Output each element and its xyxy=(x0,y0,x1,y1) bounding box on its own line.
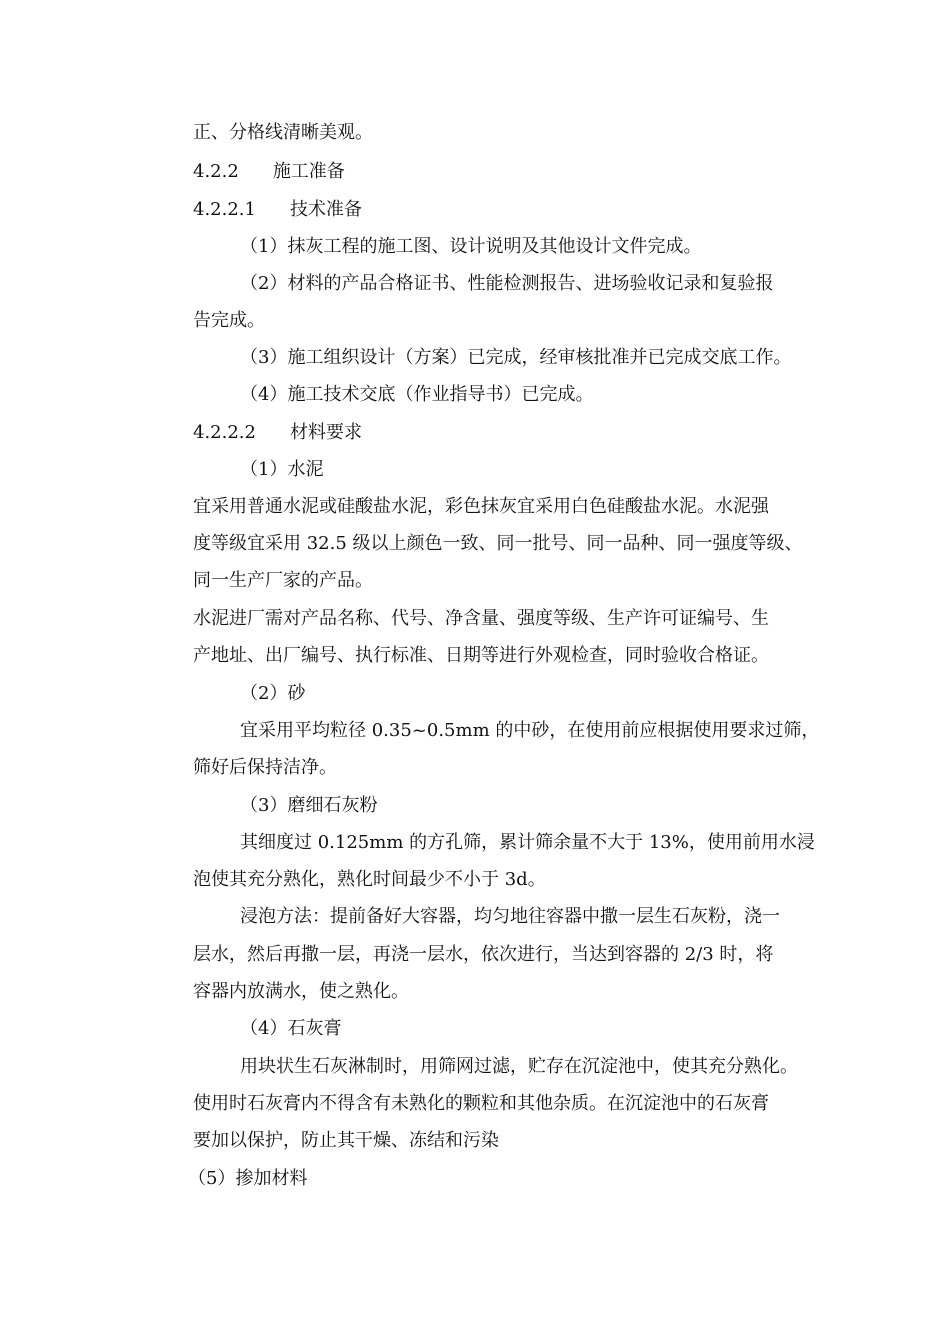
text-line: 使用时石灰膏内不得含有未熟化的颗粒和其他杂质。在沉淀池中的石灰膏 xyxy=(193,1093,769,1114)
text-line: 用块状生石灰淋制时，用筛网过滤，贮存在沉淀池中，使其充分熟化。 xyxy=(240,1056,798,1077)
text-line: 层水，然后再撒一层，再浇一层水，依次进行，当达到容器的 2/3 时，将 xyxy=(193,944,774,965)
subsection-heading xyxy=(193,198,362,222)
list-item-heading: （2）砂 xyxy=(240,683,306,704)
text-line: 宜采用普通水泥或硅酸盐水泥，彩色抹灰宜采用白色硅酸盐水泥。水泥强 xyxy=(193,496,769,517)
text-line: 正、分格线清晰美观。 xyxy=(193,122,373,143)
text-line: 水泥进厂需对产品名称、代号、净含量、强度等级、生产许可证编号、生 xyxy=(193,608,769,629)
subsection-number: 4.2.2.1 xyxy=(193,199,256,220)
text-line: 筛好后保持洁净。 xyxy=(193,757,337,778)
subsection-heading xyxy=(193,421,362,445)
text-line: 度等级宜采用 32.5 级以上颜色一致、同一批号、同一品种、同一强度等级、 xyxy=(193,533,803,554)
subsection-title: 材料要求 xyxy=(289,422,362,443)
subsection-number: 4.2.2.2 xyxy=(193,422,256,443)
text-line: 容器内放满水，使之熟化。 xyxy=(193,981,409,1002)
text-line: 同一生产厂家的产品。 xyxy=(193,570,373,591)
text-line: 泡使其充分熟化，熟化时间最少不小于 3d。 xyxy=(193,869,546,890)
text-line: 宜采用平均粒径 0.35~0.5mm 的中砂，在使用前应根据使用要求过筛， xyxy=(240,720,820,741)
section-number: 4.2.2 xyxy=(193,161,239,182)
text-line: 要加以保护，防止其干燥、冻结和污染 xyxy=(193,1130,499,1151)
text-line: 产地址、出厂编号、执行标准、日期等进行外观检查，同时验收合格证。 xyxy=(193,645,769,666)
text-line: （1）抹灰工程的施工图、设计说明及其他设计文件完成。 xyxy=(240,236,702,257)
section-heading xyxy=(193,160,345,184)
list-item-heading: （3）磨细石灰粉 xyxy=(240,795,378,816)
text-line: 告完成。 xyxy=(193,310,265,331)
text-line: （3）施工组织设计（方案）已完成，经审核批准并已完成交底工作。 xyxy=(240,347,792,368)
text-line: （4）施工技术交底（作业指导书）已完成。 xyxy=(240,384,594,405)
text-line: （2）材料的产品合格证书、性能检测报告、进场验收记录和复验报 xyxy=(240,273,774,294)
subsection-title: 技术准备 xyxy=(289,199,362,220)
text-line: 浸泡方法：提前备好大容器，均匀地往容器中撒一层生石灰粉，浇一 xyxy=(240,906,780,927)
section-title: 施工准备 xyxy=(272,161,345,182)
text-line: 其细度过 0.125mm 的方孔筛，累计筛余量不大于 13%，使用前用水浸 xyxy=(240,832,815,853)
list-item-heading: （4）石灰膏 xyxy=(240,1018,342,1039)
list-item-heading: （1）水泥 xyxy=(240,459,324,480)
list-item-heading: （5）掺加材料 xyxy=(188,1168,308,1189)
